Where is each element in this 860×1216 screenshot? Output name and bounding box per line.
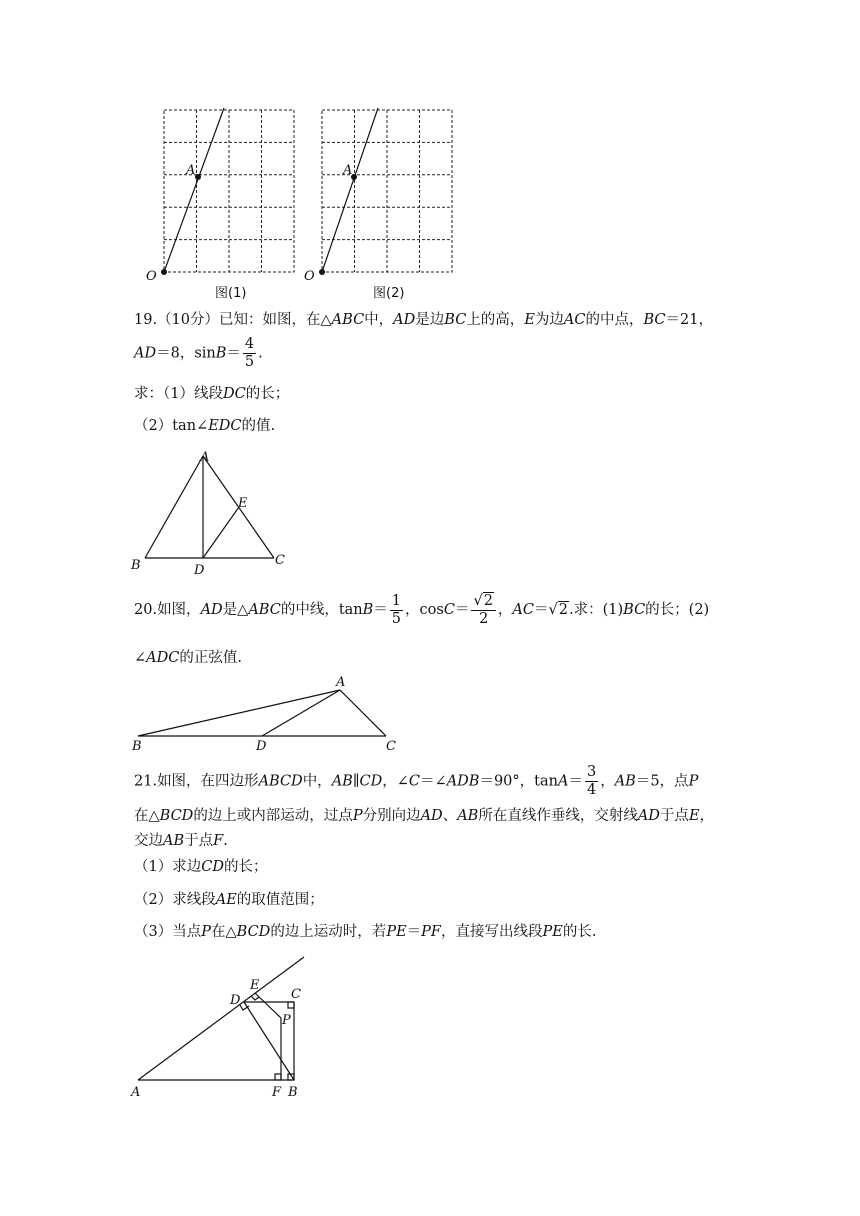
label-b: B [132,739,142,754]
seg-pe [255,993,281,1018]
label-a: A [200,450,210,465]
fraction-sqrt2-2: $\frac{√2}{2}$ [471,593,495,628]
seg-ab [138,690,340,736]
label-b: B [131,558,141,573]
point-o-2 [319,269,325,275]
q19-stem-line-2: AD＝8，sinB＝ $\frac{4}{5}$ . [134,336,263,370]
q18-figures [140,100,470,305]
right-angle-d [240,1005,249,1010]
ray-oa-1 [164,108,224,272]
fraction-4-5: $\frac{4}{5}$ [244,336,255,370]
label-a-2: A [343,163,353,178]
q21-stem-line-3: 交边AB于点F. [134,833,228,849]
label-d: D [256,739,267,754]
label-p: P [282,1013,291,1028]
label-e: E [238,496,248,511]
label-a-1: A [186,163,196,178]
q21-stem-line-1: 21.如图，在四边形ABCD中，AB∥CD，∠C＝∠ADB＝90°，tanA＝ $\frac{3}{4}$ ，AB＝5，点P [134,764,699,798]
q21-figure [128,952,318,1102]
label-a: A [131,1085,141,1100]
q19-stem-line-1: 19.（10分）已知：如图，在△ABC中，AD是边BC上的高，E为边AC的中点，BC＝21， [134,312,713,328]
q19-ask-1: 求：（1）线段DC的长； [134,386,290,402]
right-angle-c [288,1002,294,1008]
grid-2 [322,110,452,272]
grid-1 [164,110,294,272]
caption-fig-2: 图(2) [373,286,405,301]
q21-part-2: （2）求线段AE的取值范围； [134,892,324,908]
seg-ac [340,690,386,736]
label-b: B [288,1085,298,1100]
q19-figure [128,448,298,578]
fraction-1-5: $\frac{1}{5}$ [391,592,402,627]
point-o-1 [161,269,167,275]
label-c: C [386,739,396,754]
seg-de [203,507,239,558]
right-angle-e [251,996,259,1000]
q20-stem-line-1: 20.如图，AD是△ABC的中线，tanB＝ $\frac{1}{5}$ ，cosC＝ $\frac{√2}{2}$ ，AC＝√2.求：(1)BC的长；(2) [134,590,709,630]
point-a-1 [195,174,201,180]
label-c: C [275,553,285,568]
seg-ab [145,456,203,558]
label-a: A [336,675,346,690]
q20-figure [128,672,413,756]
label-o-1: O [146,269,157,284]
caption-fig-1: 图(1) [215,286,247,301]
fraction-3-4: $\frac{3}{4}$ [586,764,597,798]
label-d: D [194,563,205,578]
q21-part-1: （1）求边CD的长； [134,859,268,875]
sqrt-2: √2 [548,602,568,618]
q19-ask-2: （2）tan∠EDC的值. [134,418,276,434]
right-angle-f [275,1074,281,1080]
label-c: C [291,987,301,1002]
q21-part-3: （3）当点P在△BCD的边上运动时，若PE＝PF，直接写出线段PE的长. [134,924,597,940]
seg-ad [262,690,340,736]
label-d: D [230,993,241,1008]
q21-stem-line-2: 在△BCD的边上或内部运动，过点P分别向边AD、AB所在直线作垂线，交射线AD于点E， [134,808,715,824]
label-f: F [272,1085,282,1100]
label-o-2: O [304,269,315,284]
q20-stem-line-2: ∠ADC的正弦值. [134,650,242,666]
ray-oa-2 [322,108,378,272]
label-e: E [250,978,260,993]
ray-ad [138,957,304,1080]
